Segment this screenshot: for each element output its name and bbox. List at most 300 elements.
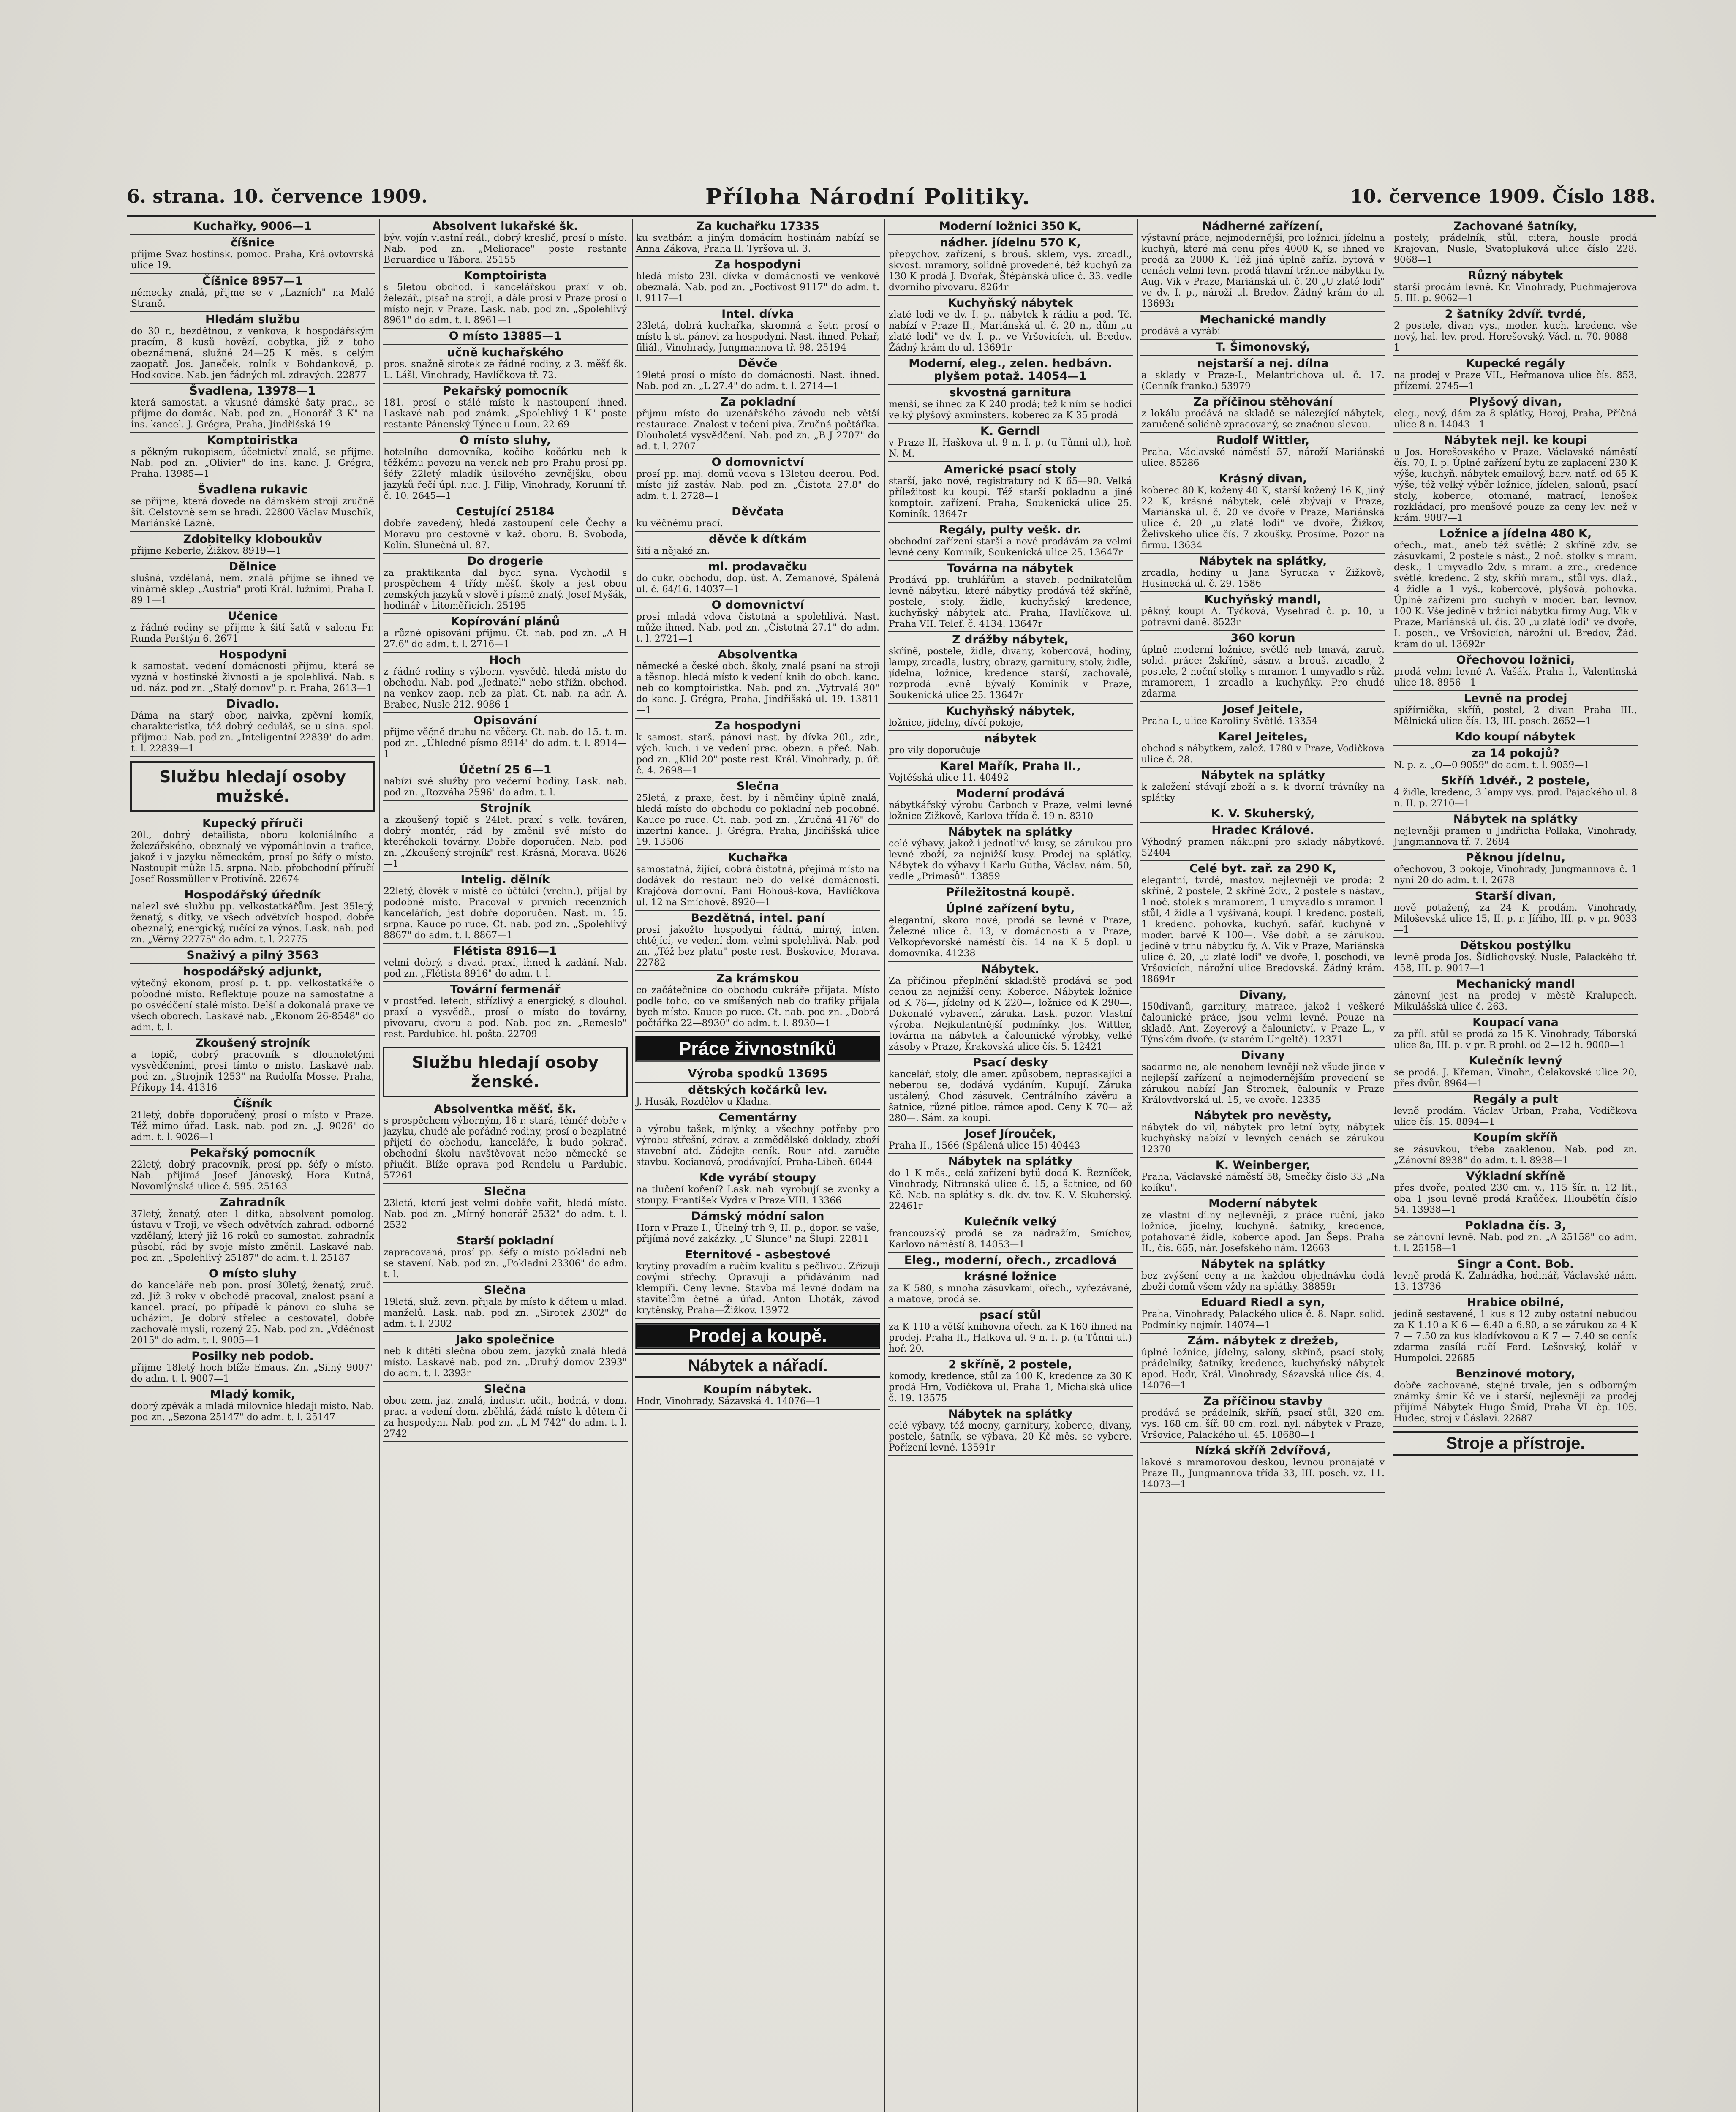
- ad-body: přijme Keberle, Žižkov. 8919—1: [131, 546, 282, 556]
- classified-ad: [1393, 938, 1638, 977]
- ad-heading: Divany: [1241, 1049, 1285, 1062]
- ad-body: 23letá, která jest velmi dobře vařit, hledá místo. Nab. pod zn. „Mírný honorář 2532" do adm. t. l. 2532: [384, 1198, 627, 1230]
- ad-body: skříně, postele, židle, divany, kobercová, hodiny, lampy, zrcadla, lustry, obrazy, garnitury, stoly, židle, jídelna, ložnice, kredence starší, zachovalé, rozprodá levně bývalý Kominík v Praze, Soukenická ulice 25. 13647r: [889, 646, 1132, 701]
- classified-ad: [1140, 395, 1385, 433]
- ad-heading: Číšník: [233, 1097, 272, 1110]
- ad-heading: Číšnice 8957—1: [202, 275, 303, 288]
- ad-body: pěkný, koupí A. Tyčková, Vysehrad č. p. 10, u potravní daně. 8523r: [1141, 606, 1385, 628]
- classified-ad: [888, 1127, 1133, 1154]
- ad-heading: Celé byt. zař. za 290 K,: [1189, 862, 1336, 875]
- ad-heading: Bezdětná, intel. paní: [691, 912, 825, 925]
- classified-ad: [1140, 1443, 1385, 1493]
- classified-ad: [888, 962, 1133, 1055]
- ad-body: sadarmo ne, ale nenobem levnějí než všude jinde v nejlepší zařízení a nejmodernějším provedení se zárukou nabízí Jan Štromek, čalouník v Praze Královdvorská ul. 15, ve dvoře. 12335: [1141, 1062, 1385, 1105]
- ad-heading: Zkoušený strojník: [195, 1037, 310, 1050]
- ad-heading: Strojník: [480, 802, 531, 815]
- ad-body: na prodej v Praze VII., Heřmanova ulice čís. 853, přízemí. 2745—1: [1394, 370, 1637, 392]
- classified-ad: [1393, 729, 1638, 746]
- ad-heading: Rudolf Wittler,: [1216, 434, 1310, 447]
- ad-body: prosí pp. maj. domů vdova s 13letou dcerou. Pod. místo již zastáv. Nab. pod zn. „Čistota 27.8" do adm. t. l. 2728—1: [636, 469, 879, 501]
- ad-heading: Eleg., moderní, ořech., zrcadlová: [904, 1254, 1117, 1267]
- classified-ad: [1140, 988, 1385, 1048]
- ad-body: německy znalá, přijme se v „Lazních" na Malé Straně.: [131, 288, 374, 309]
- ad-heading: krásné ložnice: [964, 1270, 1057, 1283]
- classified-ad: [1393, 1295, 1638, 1366]
- ad-body: Praha, Václavské náměstí 58, Smečky číslo 33 „Na kolíku".: [1141, 1172, 1385, 1193]
- ad-body: eleg., nový, dám za 8 splátky, Horoj, Praha, Příčná ulice 8 n. 14043—1: [1394, 408, 1637, 430]
- column-divider: [884, 219, 885, 2112]
- ad-heading: Do drogerie: [467, 555, 544, 568]
- subsection-heading: Stroje a přístroje.: [1393, 1431, 1638, 1456]
- ad-body: Vojtěšská ulice 11. 40492: [889, 773, 1009, 783]
- ad-body: postely, prádelník, stůl, citera, housle prodá Krajovan, Nusle, Svatopluková ulice číslo 228. 9068—1: [1394, 233, 1637, 265]
- ad-heading: Nábytek pro nevěsty,: [1194, 1109, 1332, 1122]
- ad-heading: Americké psací stoly: [944, 463, 1077, 476]
- classified-ad: [1140, 1158, 1385, 1196]
- ad-body: na tlučení koření? Lask. nab. vyrobují se zvonky a stoupy. František Vydra v Praze VIII. 13366: [636, 1184, 879, 1206]
- classified-ad: [1393, 773, 1638, 812]
- ad-heading: Komptoirista: [463, 269, 547, 282]
- ad-body: N. p. z. „O—0 9059" do adm. t. l. 9059—1: [1394, 760, 1590, 770]
- classified-ad: [1393, 1218, 1638, 1257]
- header-rule: [127, 215, 1656, 217]
- ad-body: koberec 80 K, kožený 40 K, starší kožený 16 K, jiný 22 K, krásné nábytek, celé zbývají v Praze, Mariánská ul. č. 20 ve dvoře v Praze, Mariánská ulice č. 20 „u zlaté lodi" ve dvoře, Žižkov, Želivského ulice čís. 7 zkoušky. Prosíme. Pozor na firmu. 13634: [1141, 485, 1385, 551]
- ad-heading: Nábytek na splátky: [1453, 813, 1578, 826]
- column-5: [1140, 219, 1385, 2112]
- classified-ad: [130, 1096, 375, 1146]
- ad-heading: Hrabice obilné,: [1467, 1296, 1565, 1309]
- ad-heading: Snaživý a pilný 3563: [186, 949, 319, 962]
- ad-heading: Regály a pult: [1473, 1093, 1558, 1106]
- ad-heading: O místo 13885—1: [449, 329, 562, 343]
- ad-heading: Starší divan,: [1475, 890, 1556, 903]
- classified-ad: [1140, 861, 1385, 988]
- classified-ad: [888, 356, 1133, 385]
- ad-heading: Moderní, eleg., zelen. hedbávn. plyšem potaž. 14054—1: [909, 357, 1112, 383]
- ad-heading: Slečna: [484, 1185, 527, 1198]
- ad-heading: Děvče: [738, 357, 778, 370]
- classified-ad: [1393, 1366, 1638, 1427]
- ad-heading: Absolventka měšť. šk.: [434, 1102, 577, 1116]
- classified-ad: [383, 219, 628, 268]
- ad-body: starší prodám levně. Kr. Vinohrady, Puchmajerova 5, III. p. 9062—1: [1394, 282, 1637, 304]
- classified-ad: [1140, 1394, 1385, 1443]
- classified-ad: [1140, 806, 1385, 823]
- classified-ad: [130, 647, 375, 697]
- classified-ad: [1393, 1130, 1638, 1169]
- classified-ad: [1140, 729, 1385, 768]
- classified-ad: [383, 713, 628, 762]
- ad-body: býv. vojín vlastní reál., dobrý kreslič, prosí o místo. Nab. pod zn. „Meliorace" poste restante Beruardice u Tábora. 25155: [384, 233, 627, 265]
- ad-body: zapracovaná, prosí pp. šéfy o místo pokladní neb se stavení. Nab. pod zn. „Pokladní 23306" do adm. t. l.: [384, 1247, 627, 1280]
- classified-ad: [635, 719, 880, 779]
- ad-body: prodává se prádelník, skříň, psací stůl, 320 cm. vys. 168 cm. šíř. 80 cm. rozl. nyl. nábytek v Praze, Vršovice, Palackého ul. 45. 18680—1: [1141, 1408, 1385, 1440]
- ad-heading: skvostná garnitura: [949, 386, 1072, 399]
- ad-heading: Moderní ložnici 350 K,: [939, 220, 1082, 233]
- classified-ad: [1140, 823, 1385, 861]
- ad-body: do kanceláře neb pon. prosí 30letý, ženatý, zruč. zd. Již 3 roky v obchodě pracoval, znalost psaní a kancel. prací, po případě k pánovi co sluha se ucházím. Je dobrý střelec a cestovatel, dobře zachovalé mysli, rozený 25. Nab. pod zn. „Vděčnost 2015" do adm. t. l. 9005—1: [131, 1280, 374, 1346]
- ad-heading: Cementárny: [718, 1111, 797, 1124]
- ad-heading: Karel Jeiteles,: [1218, 730, 1308, 743]
- ad-heading: Nábytek na splátky: [948, 1155, 1073, 1168]
- classified-ad: [1140, 1295, 1385, 1334]
- classified-ad: [888, 385, 1133, 424]
- classified-ad: [1393, 526, 1638, 653]
- ad-heading: Nábytek na splátky: [1200, 769, 1325, 782]
- classified-ad: [888, 825, 1133, 885]
- ad-heading: K. Gerndl: [980, 425, 1041, 438]
- column-1: [130, 219, 375, 2112]
- ad-heading: ml. prodavačku: [708, 560, 808, 573]
- ad-body: prosí jakožto hospodyni řádná, mírný, inten. chtějící, ve vedení dom. velmi spolehlivá. Nab. pod zn. „Též bez platu" poste rest. Boskovice, Morava. 22782: [636, 925, 879, 968]
- ad-heading: Dámský módní salon: [691, 1210, 824, 1223]
- ad-body: přijme Svaz hostinsk. pomoc. Praha, Královtovrská ulice 19.: [131, 249, 374, 271]
- ad-heading: Účetní 25 6—1: [459, 763, 552, 776]
- ad-heading: Kuchyňský mandl,: [1204, 593, 1322, 606]
- classified-ad: [383, 1283, 628, 1332]
- ad-heading: Kuchyňský nábytek: [947, 297, 1073, 310]
- classified-ad: [383, 345, 628, 384]
- ad-body: v Praze II, Haškova ul. 9 n. I. p. (u Tůnni ul.), hoř. N. M.: [889, 438, 1132, 459]
- ad-body: se zásuvkou, třeba zaaklenou. Nab. pod zn. „Zánovní 8938" do adm. t. l. 8938—1: [1394, 1144, 1637, 1166]
- ad-body: 21letý, dobře doporučený, prosí o místo v Praze. Též mimo úřad. Lask. nab. pod zn. „J. 9026" do adm. t. l. 9026—1: [131, 1110, 374, 1143]
- ad-body: německé a české obch. školy, znalá psaní na stroji a těsnop. hledá místo k vedení knih do obch. kanc. neb co komptoiristka. Nab. pod zn. „Vytrvalá 30" do kanc. J. Grégra, Praha, Jindřišská ul. 19. 13811—1: [636, 661, 879, 716]
- ad-heading: Za krámskou: [716, 972, 799, 985]
- ad-heading: Hospodářský úředník: [184, 888, 321, 901]
- classified-ad: [130, 1387, 375, 1426]
- ad-heading: Absolventka: [718, 648, 798, 661]
- classified-ad: [888, 462, 1133, 523]
- classified-ad: [1140, 592, 1385, 631]
- classified-ad: [635, 1110, 880, 1170]
- ad-body: k založení stávají zboží a s. k dvorní trávníky na splátky: [1141, 782, 1385, 803]
- column-3: [635, 219, 880, 2112]
- classified-ad: [130, 559, 375, 609]
- ad-heading: Koupací vana: [1472, 1016, 1559, 1029]
- ad-heading: Josef Jírouček,: [964, 1127, 1056, 1140]
- ad-heading: Ořechovou ložnici,: [1456, 653, 1575, 667]
- ad-body: výtečný ekonom, prosí p. t. pp. velkostatkáře o pobodné místo. Reflektuje pouze na samostatné a po osvědčení stálé místo. Delší a dokonalá praxe ve všech oborech. Laskavé nab. „Ekonom 26-8548" do adm. t. l.: [131, 978, 374, 1033]
- ad-heading: Dětskou postýlku: [1459, 939, 1572, 952]
- classified-ad: [1393, 1092, 1638, 1130]
- ad-heading: Příležitostná koupě.: [946, 886, 1075, 899]
- ad-body: velmi dobrý, s divad. praxí, ihned k zadání. Nab. pod zn. „Flétista 8916" do adm. t. l.: [384, 958, 627, 979]
- classified-ad: [1393, 395, 1638, 433]
- ad-body: ku svatbám a jiným domácím hostinám nabízí se Anna Zákova, Praha II. Tyršova ul. 3.: [636, 233, 879, 254]
- classified-ad: [383, 614, 628, 653]
- ad-body: přijmu místo do uzenářského závodu neb větší restaurace. Znalost v točení piva. Zručná počtářka. Dlouholetá vysvědčení. Nab. pod zn. „B J 2707" do ad. t. l. 2707: [636, 408, 879, 452]
- ad-body: pro vily doporučuje: [889, 745, 980, 756]
- classified-ad: [635, 559, 880, 598]
- ad-heading: Krásný divan,: [1219, 472, 1307, 485]
- ad-body: spížírnička, skříň, postel, 2 divan Praha III., Mělnická ulice čís. 13, III. posch. 2652—1: [1394, 705, 1637, 727]
- classified-ad: [635, 1170, 880, 1209]
- classified-ad: [383, 944, 628, 982]
- ad-heading: dětských kočárků lev.: [688, 1083, 827, 1097]
- ad-body: neb k dítěti slečna obou zem. jazyků znalá hledá místo. Laskavé nab. pod zn. „Druhý domov 2393" do adm. t. l. 2393r: [384, 1346, 627, 1379]
- ad-heading: Učenice: [227, 610, 278, 623]
- ad-body: zrcadla, hodiny u Jana Syrucka v Žižkově, Husinecká ul. č. 29. 1586: [1141, 568, 1385, 589]
- ad-body: ořechovou, 3 pokoje, Vinohrady, Jungmannova č. 1 nyní 20 do adm. t. l. 2678: [1394, 864, 1637, 886]
- classified-ad: [888, 219, 1133, 235]
- ad-heading: Skříň 1dvéř., 2 postele,: [1441, 774, 1590, 787]
- classified-ad: [888, 1269, 1133, 1308]
- ad-heading: Intelig. dělník: [460, 873, 550, 886]
- ad-heading: Výroba spodků 13695: [688, 1067, 828, 1080]
- ad-body: a zkoušený topič s 24let. praxí s velk. továren, dobrý montér, rád by změnil své místo do kteréhokoli továrny. Dobře doporučen. Nab. pod zn. „Zkoušený strojník" rest. Krásná, Morava. 8626—1: [384, 815, 627, 869]
- ad-heading: Mechanický mandl: [1456, 977, 1575, 991]
- ad-heading: Pěknou jídelnu,: [1465, 851, 1566, 864]
- ad-body: přes dvoře, pohled 230 cm. v., 115 šír. n. 12 lít., oba 1 jsou levně prodá Kraůček, Hloubětín číslo 54. 13938—1: [1394, 1183, 1637, 1215]
- ad-heading: Slečna: [736, 780, 779, 793]
- ad-body: k samost. starš. pánovi nast. by dívka 20l., zdr., vých. kuch. i ve vedení prac. obezn. a přeč. Nab. pod zn. „Klid 20" poste rest. Král. Vinohrady, p. úř. č. 4. 2698—1: [636, 732, 879, 776]
- ad-heading: Eternitové - asbestové: [685, 1248, 831, 1261]
- ad-body: levně prodá Jos. Šídlichovský, Nusle, Palackého tř. 458, III. p. 9017—1: [1394, 952, 1637, 974]
- ad-heading: Výkladní skříně: [1466, 1170, 1565, 1183]
- ad-body: Praha I., ulice Karoliny Světlé. 13354: [1141, 716, 1318, 727]
- classified-ad: [1393, 691, 1638, 729]
- ad-heading: O místo sluhy: [208, 1267, 297, 1280]
- ad-body: která samostat. a vkusné dámské šaty prac., se přijme do domác. Nab. pod zn. „Honorář 3 K" na ins. kancel. J. Grégra, Praha, Jindřišská 19: [131, 397, 374, 430]
- classified-ad: [383, 1382, 628, 1442]
- classified-ad: [383, 268, 628, 329]
- ad-body: starší, jako nové, registratury od K 65—90. Velká příležitost ku koupi. Též starší pokladnu a jiné komptoir. zařízení. Praha, Soukenická ulice 25. Kominík. 13647r: [889, 476, 1132, 520]
- ad-heading: Nábytek nejl. ke koupi: [1443, 434, 1588, 447]
- ad-heading: nábytek: [984, 732, 1037, 745]
- ad-heading: Z drážby nábytek,: [952, 633, 1069, 646]
- classified-ad: [635, 1083, 880, 1110]
- ad-body: Hodr, Vinohrady, Sázavská 4. 14076—1: [636, 1396, 821, 1407]
- ad-heading: Nábytek na splátky: [1200, 1257, 1325, 1271]
- column-divider: [1137, 219, 1138, 2112]
- ad-body: se prodá. J. Křeman, Vinohr., Čelakovské ulice 20, přes dvůr. 8964—1: [1394, 1067, 1637, 1089]
- ad-heading: nejstarší a nej. dílna: [1197, 357, 1329, 370]
- classified-ad: [130, 312, 375, 384]
- ad-body: levně prodám. Václav Urban, Praha, Vodičkova ulice čís. 15. 8894—1: [1394, 1106, 1637, 1127]
- ad-heading: Psací desky: [973, 1056, 1048, 1069]
- ad-heading: Děvčata: [732, 505, 784, 518]
- ad-body: 19leté prosí o místo do domácnosti. Nast. ihned. Nab. pod zn. „L 27.4" do adm. t. l. 2714—1: [636, 370, 879, 392]
- ad-body: 2 postele, divan vys., moder. kuch. kredenc, vše nový, hal. lev. prod. Horešovský, Václ. n. 70. 9088—1: [1394, 321, 1637, 353]
- ad-heading: Regály, pulty vešk. dr.: [939, 523, 1082, 536]
- ad-heading: Za pokladní: [720, 395, 796, 408]
- ad-body: obchodní zařízení starší a nové prodávám za velmi levné ceny. Kominík, Soukenická ulice 25. 13647r: [889, 536, 1132, 558]
- ad-heading: Kupecké regály: [1466, 357, 1565, 370]
- classified-ad: [635, 850, 880, 911]
- classified-ad: [888, 632, 1133, 704]
- classified-ad: [383, 504, 628, 554]
- classified-ad: [130, 433, 375, 482]
- classified-ad: [383, 554, 628, 614]
- classified-ad: [383, 433, 628, 504]
- classified-ad: [635, 971, 880, 1032]
- classified-ad: [888, 1214, 1133, 1253]
- ad-heading: Kulečník levný: [1469, 1054, 1562, 1067]
- ad-body: Dáma na starý obor, naivka, zpěvní komik, charakteristka, též dobrý ceduláš, se u sina. spol. přijmou. Nab. pod zn. „Inteligentní 22839" do adm. t. l. 22839—1: [131, 710, 374, 754]
- classified-ad: [635, 1382, 880, 1410]
- classified-ad: [1140, 1257, 1385, 1295]
- ad-body: 150divanů, garnitury, matrace, jakož i veškeré čalounické práce, jsou velmi levné. Pouze na skladě. Ant. Zeyerový a čalounictví, v Praze L., v Týnském dvoře. (v starém Ungeltě). 12371: [1141, 1002, 1385, 1045]
- classified-ad: [130, 1195, 375, 1266]
- ad-body: nově potažený, za 24 K prodám. Vinohrady, Miloševská ulice 15, II. p. r. Jířiho, III. p. v pr. 9033—1: [1394, 903, 1637, 935]
- ad-heading: 2 skříně, 2 postele,: [948, 1358, 1072, 1371]
- classified-ad: [888, 235, 1133, 296]
- classified-ad: [1393, 812, 1638, 850]
- ad-heading: Mechanické mandly: [1200, 313, 1326, 326]
- ad-body: přijme věčně druhu na věčery. Ct. nab. do 15. t. m. pod zn. „Úhledné písmo 8914" do adm. t. l. 8914—1: [384, 727, 627, 759]
- ad-heading: Levně na prodej: [1464, 692, 1567, 705]
- ad-body: nábytek do vil, nábytek pro letní byty, nábytek kuchyňský nabízí v levných cenách se zárukou 12370: [1141, 1122, 1385, 1155]
- ad-heading: Zám. nábytek z drežeb,: [1187, 1334, 1339, 1347]
- ad-heading: Slečna: [484, 1383, 527, 1396]
- ad-body: s pěkným rukopisem, účetnictví znalá, se přijme. Nab. pod zn. „Olivier" do ins. kanc. J. Grégra, Praha. 13985—1: [131, 447, 374, 479]
- section-heading: Službu hledají osoby ženské.: [383, 1047, 628, 1097]
- ad-heading: Dělnice: [229, 560, 277, 573]
- classified-ad: [635, 911, 880, 971]
- ad-body: celé výbavy, též mocny, garnitury, koberce, divany, postele, šatník, se výbava, 20 Kč měs. se vybere. Pořízení levné. 13591r: [889, 1421, 1132, 1453]
- ad-body: z řádné rodiny s výborn. vysvědč. hledá místo do obchodu. Nab. pod „Jednatel" nebo střížn. obchod. na venkov zaop. neb za plat. Ct. nab. na adr. A. Brabec, Nusle 212. 9086-1: [384, 667, 627, 710]
- classified-ad: [1393, 977, 1638, 1015]
- ad-heading: O domovnictví: [711, 599, 804, 612]
- ad-body: 22letý, člověk v místě co účtúlcí (vrchn.), přijal by podobné místo. Pracoval v prvních recenzních kancelářích, jest dobře doporučen. Nast. m. 15. srpna. Kauce po ruce. Ct. nab. pod zn. „Spolehlivý 8867" do adm. t. l. 8867—1: [384, 886, 627, 941]
- ad-heading: Divadlo.: [226, 697, 279, 710]
- classified-ad: [888, 1357, 1133, 1407]
- classified-ad: [1140, 631, 1385, 702]
- ad-heading: T. Šimonovský,: [1215, 340, 1311, 354]
- ad-heading: Koupím skříň: [1473, 1131, 1558, 1144]
- ad-heading: Továrna na nábytek: [947, 562, 1074, 575]
- classified-ad: [1140, 1196, 1385, 1257]
- section-banner: Práce živnostníků: [635, 1036, 880, 1062]
- ad-heading: K. V. Skuherský,: [1211, 807, 1315, 820]
- ad-heading: Nábytek na splátky,: [1199, 555, 1327, 568]
- classified-ad: [1140, 312, 1385, 340]
- ad-body: ze vlastní dílny nejlevněji, z práce ruční, jako ložnice, jídelny, kuchyně, šatníky, kredence, potahované židle, koberce apod. Jan Šeps, Praha II., čís. 655, nár. Josefského nám. 12663: [1141, 1210, 1385, 1254]
- header-date-left: 6. strana. 10. července 1909.: [127, 186, 428, 207]
- ad-body: do cukr. obchodu, dop. úst. A. Zemanové, Spálená ul. č. 64/16. 14037—1: [636, 573, 879, 595]
- classified-ad: [888, 786, 1133, 825]
- ad-heading: učně kuchařského: [447, 346, 563, 359]
- ad-heading: nádher. jídelnu 570 K,: [940, 236, 1081, 249]
- ad-heading: 2 šatníky 2dvíř. tvrdé,: [1445, 308, 1586, 321]
- ad-body: nalezl své službu pp. velkostatkářům. Jest 35letý, ženatý, s dítky, ve všech odvětvích hospod. dobře obeznalý, energický, ručící za výnos. Lask. nab. pod zn. „Věrný 22775" do adm. t. l. 22775: [131, 901, 374, 945]
- classified-ad: [1140, 702, 1385, 729]
- ad-heading: Hoch: [489, 653, 522, 667]
- ad-heading: Pekařský pomocník: [190, 1146, 315, 1159]
- ad-body: dobře zachované, stejné trvale, jen s odborným známky šmir Kč ve i starší, nejlevněji za prodej přijímá Nábytek Hugo Šmíd, Praha VI. čp. 105. Hudec, stroj v Čáslavi. 22687: [1394, 1380, 1637, 1424]
- ad-body: z lokálu prodává na skladě se nálezející nábytek, zaručeně solidně zpracovaný, se značnou slevou.: [1141, 408, 1385, 430]
- ad-heading: Kuchařky, 9006—1: [193, 220, 312, 233]
- classified-ad: [1393, 850, 1638, 889]
- ad-body: 25letá, z praxe, čest. by i němčiny úplně znalá, hledá místo do obchodu co pokladní neb podobné. Kauce po ruce. Ct. nab. pod zn. „Zručná 4176" do inzertní kancel. J. Grégra, Praha, Jindřišská ulice 19. 13506: [636, 793, 879, 847]
- classified-ad: [1140, 1334, 1385, 1394]
- ad-heading: Moderní nábytek: [1208, 1197, 1317, 1210]
- classified-ad: [130, 887, 375, 948]
- ad-heading: Švadlena rukavic: [197, 483, 308, 496]
- classified-ad: [1140, 471, 1385, 554]
- ad-heading: Eduard Riedl a syn,: [1200, 1296, 1325, 1309]
- ad-heading: Josef Jeitele,: [1222, 703, 1303, 716]
- ad-body: obchod s nábytkem, založ. 1780 v Praze, Vodičkova ulice č. 28.: [1141, 743, 1385, 765]
- classified-ad: [130, 482, 375, 532]
- ad-heading: Kulečník velký: [964, 1215, 1057, 1228]
- classified-ad: [1140, 340, 1385, 356]
- section-banner: Prodej a koupě.: [635, 1323, 880, 1349]
- ad-body: za praktikanta dal bych syna. Vychodil s prospěchem 4 třídy měšť. školy a jest obou zemských jazyků v slově i písmě znalý. Josef Myšák, hodinář v Litoměřicích. 25195: [384, 568, 627, 611]
- ad-heading: Kde vyrábí stoupy: [699, 1171, 816, 1184]
- ad-body: a sklady v Praze-I., Melantrichova ul. č. 17. (Cenník franko.) 53979: [1141, 370, 1385, 392]
- ad-body: zlaté lodí ve dv. I. p., nábytek k rádiu a pod. Tč. nabízí v Praze II., Mariánská ul. č. 20 n., dům „u zlaté lodi" ve dv. I. p., ve Vršovicích, ul. Bredov. Žádný krám do ul. 13691r: [889, 310, 1132, 353]
- ad-heading: Nábytek.: [981, 963, 1039, 976]
- ad-heading: Hradec Králové.: [1211, 824, 1314, 837]
- ad-body: hotelního domovníka, kočího kočárku neb k těžkému povozu na venek neb pro Prahu prosí pp. šéfy 22letý mladík úsilového zevnějšku, obou jazyků řečí úpl. nuc. J. Filip, Vinohrady, Korunní tř. č. 10. 2645—1: [384, 447, 627, 501]
- ad-body: v prostřed. letech, střízlivý a energický, s dlouhol. praxí a vysvědč., prosí o místo do továrny, pivovaru, dvoru a pod. Nab. pod zn. „Remeslo" rest. Pardubice. hl. pošta. 22709: [384, 996, 627, 1040]
- section-heading: Službu hledají osoby mužské.: [130, 761, 375, 812]
- ad-heading: Hledám službu: [205, 313, 300, 326]
- subsection-heading: Nábytek a nářadí.: [635, 1353, 880, 1378]
- classified-ad: [635, 1247, 880, 1319]
- classified-ad: [635, 1066, 880, 1083]
- ad-body: z řádné rodiny se přijme k šití šatů v salonu Fr. Runda Perštýn 6. 2671: [131, 623, 374, 644]
- classified-ad: [383, 384, 628, 433]
- classified-ad: [635, 455, 880, 504]
- classified-ad: [888, 523, 1133, 561]
- classified-ad: [1393, 1257, 1638, 1295]
- classified-ad: [635, 257, 880, 307]
- classified-ad: [383, 1332, 628, 1382]
- ad-body: přijme 18letý hoch blíže Emaus. Zn. „Silný 9007" do adm. t. l. 9007—1: [131, 1363, 374, 1384]
- classified-ad: [130, 1036, 375, 1096]
- ad-body: hledá místo 23l. dívka v domácnosti ve venkově obeznalá. Nab. pod zn. „Poctivost 9117" do adm. t. l. 9117—1: [636, 271, 879, 304]
- classified-ad: [130, 816, 375, 887]
- ad-heading: hospodářský adjunkt,: [183, 965, 322, 978]
- ad-body: přepychov. zařízení, s brouš. sklem, vys. zrcadl., skvost. mramory, solidně provedené, též kuchyň za 130 K prodá J. Dvořák, Štěpánská ulice č. 33, vedle dvorního pivovaru. 8264r: [889, 249, 1132, 293]
- classified-ad: [1393, 1053, 1638, 1092]
- ad-body: prosí mladá vdova čistotná a spolehlivá. Nast. může ihned. Nab. pod zn. „Čistotná 27.1" do adm. t. l. 2721—1: [636, 612, 879, 644]
- ad-body: za K 110 a větší knihovna ořech. za K 160 ihned na prodej. Praha II., Halkova ul. 9 n. I. p. (u Tůnni ul.) hoř. 20.: [889, 1322, 1132, 1354]
- ad-heading: Kuchyňský nábytek,: [945, 705, 1075, 718]
- classified-ad: [383, 982, 628, 1042]
- ad-body: slušná, vzdělaná, ném. znalá přijme se ihned ve vinárně sklep „Austria" proti Král. lužními, Praha I. 89 1—1: [131, 573, 374, 606]
- classified-ad: [1393, 268, 1638, 307]
- ad-heading: Benzinové motory,: [1456, 1367, 1575, 1380]
- ad-heading: Úplné zařízení bytu,: [946, 902, 1075, 915]
- ad-heading: číšnice: [230, 236, 275, 249]
- ad-heading: Za kuchařku 17335: [696, 220, 819, 233]
- ad-body: zánovní jest na prodej v městě Kralupech, Mikulášská ulice č. 263.: [1394, 991, 1637, 1012]
- ad-body: 37letý, ženatý, otec 1 ditka, absolvent pomolog. ústavu v Troji, ve všech odvětvích zahrad. odborné vzdělaný, který již 16 roků co samostat. zahradník působí, rád by svoje místo změnil. Laskavé nab. pod zn. „Spolehlivý 25187" do adm. t. l. 25187: [131, 1209, 374, 1263]
- ad-heading: Starší pokladní: [457, 1234, 554, 1247]
- column-divider: [632, 219, 633, 2112]
- ad-heading: Švadlena, 13978—1: [189, 384, 316, 397]
- ad-heading: Nádherné zařízení,: [1202, 220, 1324, 233]
- ad-heading: Slečna: [484, 1284, 527, 1297]
- ad-heading: Divany,: [1239, 988, 1287, 1002]
- ad-body: do 1 K měs., celá zařízení bytů dodá K. Řezníček, Vinohrady, Nitranská ulice č. 15, a šatnice, od 60 Kč. Nab. na splátky s. dk. dv. tov. K. V. Skuherský. 22461r: [889, 1168, 1132, 1211]
- ad-heading: Koupím nábytek.: [703, 1383, 813, 1396]
- ad-heading: Tovární fermenář: [450, 983, 561, 996]
- ad-heading: Opisování: [473, 714, 537, 727]
- classified-ad: [888, 561, 1133, 632]
- ad-body: dobře zavedený, hledá zastoupení cele Čechy a Moravu pro cestovně v kaž. oboru. B. Svoboda, Kolín. Slunečná ul. 87.: [384, 518, 627, 551]
- ad-heading: Karel Mařík, Praha II.,: [940, 759, 1081, 773]
- ad-body: s prospěchem výborným, 16 r. stará, téměř dobře v jazyku, chudé ale pořádné rodiny, prosí o bezplatné přijetí do obchodu, kanceláře, k budo pokrač. obchodní školu navštěvovat nebo německé se přiučit. Blíže oprava pod Rendelu u Pardubic. 57261: [384, 1116, 627, 1181]
- classified-ad: [1393, 653, 1638, 691]
- classified-ad: [635, 598, 880, 647]
- ad-heading: Plyšový divan,: [1469, 395, 1562, 408]
- ad-body: a různé opisování přijmu. Ct. nab. pod zn. „A H 27.6" do adm. t. l. 2716—1: [384, 628, 627, 650]
- ad-heading: Flétista 8916—1: [453, 944, 557, 958]
